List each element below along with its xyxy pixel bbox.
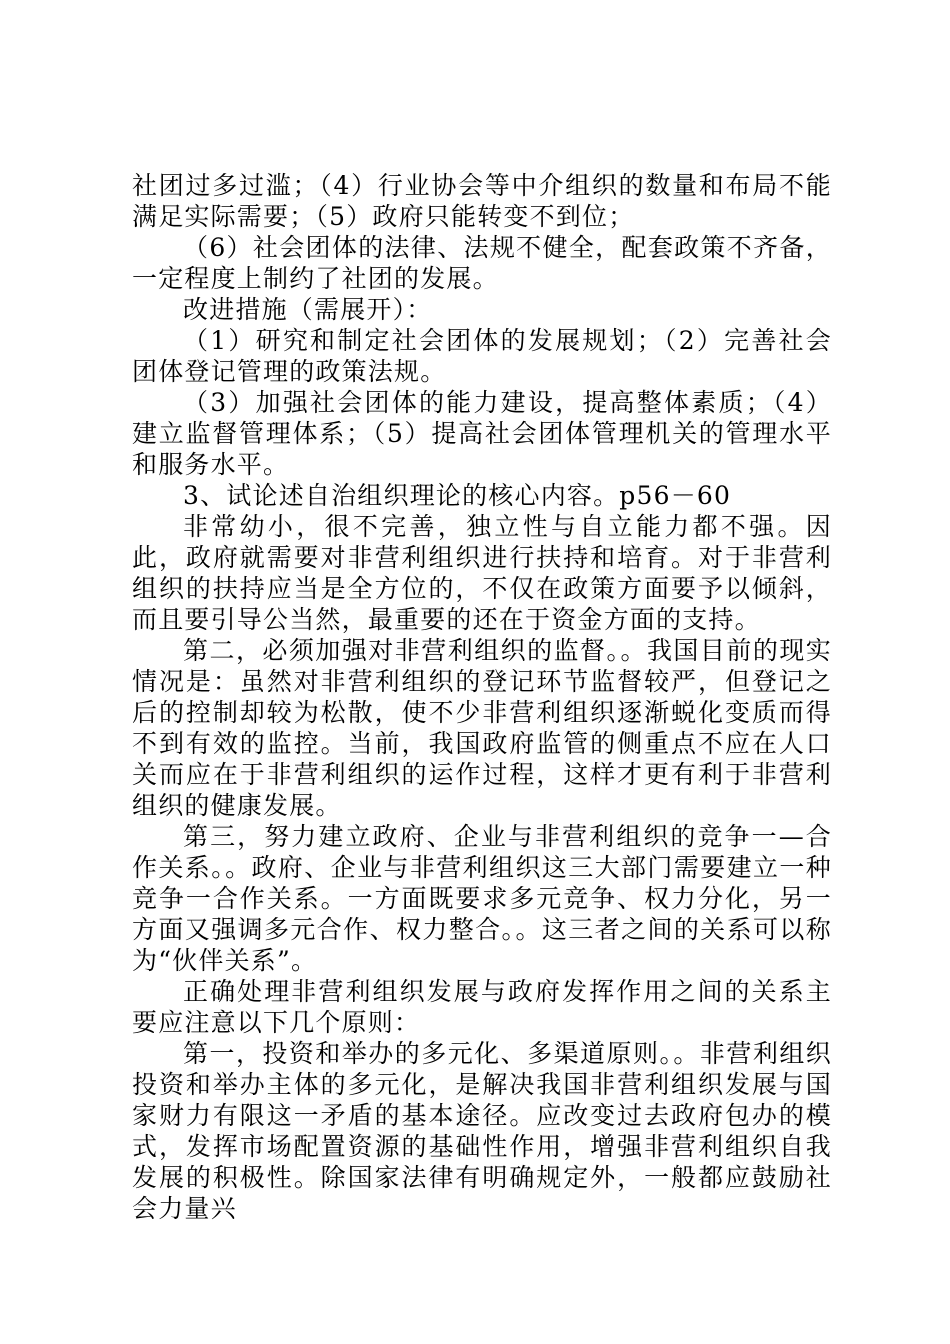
paragraph: （6）社会团体的法律、法规不健全，配套政策不齐备，一定程度上制约了社团的发展。: [132, 233, 832, 293]
paragraph: （3）加强社会团体的能力建设，提高整体素质；（4）建立监督管理体系；（5）提高社会团体管理机关的管理水平和服务水平。: [132, 388, 832, 479]
paragraph: 正确处理非营利组织发展与政府发挥作用之间的关系主要应注意以下几个原则：: [132, 977, 832, 1037]
paragraph: 第二，必须加强对非营利组织的监督。。我国目前的现实情况是：虽然对非营利组织的登记环节监督较严，但登记之后的控制却较为松散，使不少非营利组织逐渐蜕化变质而得不到有效的监控。当前，我国政府监管的侧重点不应在人口关而应在于非营利组织的运作过程，这样才更有利于非营利组织的健康发展。: [132, 636, 832, 820]
paragraph: 社团过多过滥；（4）行业协会等中介组织的数量和布局不能满足实际需要；（5）政府只能转变不到位；: [132, 171, 832, 231]
paragraph: （1）研究和制定社会团体的发展规划；（2）完善社会团体登记管理的政策法规。: [132, 326, 832, 386]
paragraph: 第一，投资和举办的多元化、多渠道原则。。非营利组织投资和举办主体的多元化，是解决我国非营利组织发展与国家财力有限这一矛盾的基本途径。应改变过去政府包办的模式，发挥市场配置资源的基础性作用，增强非营利组织自我发展的积极性。除国家法律有明确规定外，一般都应鼓励社会力量兴: [132, 1039, 832, 1223]
section-heading: 3、试论述自治组织理论的核心内容。p56－60: [183, 481, 732, 510]
paragraph: 第三，努力建立政府、企业与非营利组织的竞争一—合作关系。。政府、企业与非营利组织这三大部门需要建立一种竞争一合作关系。一方面既要求多元竞争、权力分化，另一方面又强调多元合作、权力整合。。这三者之间的关系可以称为“伙伴关系”。: [132, 822, 832, 975]
paragraph: 非常幼小，很不完善，独立性与自立能力都不强。因此，政府就需要对非营利组织进行扶持和培育。对于非营利组织的扶持应当是全方位的，不仅在政策方面要予以倾斜，而且要引导公当然，最重要的还在于资金方面的支持。: [132, 512, 832, 634]
document-body: [132, 170, 832, 1224]
paragraph: 改进措施（需展开）：: [183, 295, 433, 324]
